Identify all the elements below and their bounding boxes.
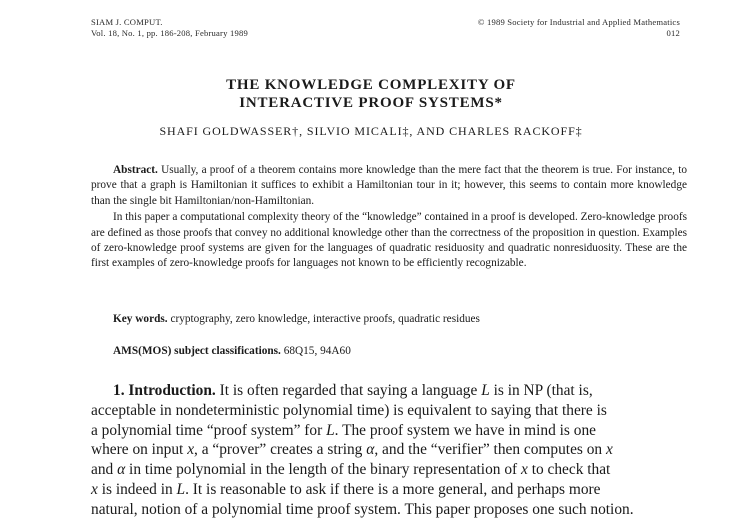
abstract-paragraph-2: In this paper a computational complexity theory of the “knowledge” contained in a proof is developed. Zero-knowledge proofs are defined as those proofs that convey no additional knowledge other than the correctness of the proposition in question. Examples of zero-knowledge proof systems are given for the languages of quadratic residuosity and quadratic nonresiduosity. These are the first examples of zero-knowledge proofs for languages not known to be efficiently recognizable. bbox=[91, 211, 687, 270]
math-var: x bbox=[521, 461, 528, 479]
intro-text: and bbox=[91, 461, 114, 479]
intro-line-1 bbox=[91, 381, 687, 401]
intro-text: is in NP (that is, bbox=[493, 382, 593, 399]
journal-volume: Vol. 18, No. 1, pp. 186-208, February 1989 bbox=[91, 28, 248, 38]
intro-line-2: acceptable in nondeterministic polynomial time) is equivalent to saying that there is bbox=[91, 401, 607, 419]
journal-name: SIAM J. COMPUT. bbox=[91, 17, 163, 27]
intro-text: , a “prover” creates a string bbox=[194, 441, 363, 459]
intro-text: in time polynomial in the length of the binary representation of bbox=[129, 461, 518, 479]
section-heading: 1. Introduction. bbox=[113, 382, 216, 399]
paper-title-line-2: INTERACTIVE PROOF SYSTEMS* bbox=[239, 95, 503, 111]
math-var: L bbox=[481, 382, 490, 399]
ams-classification bbox=[113, 344, 351, 359]
abstract-text-1: Usually, a proof of a theorem contains more knowledge than the mere fact that the theorem is true. For instance, to prove that a graph is Hamiltonian it suffices to exhibit a Hamiltonian tour in it; however, this seems to contain more knowledge than the single bit Hamiltonian/non-Hamiltonian. bbox=[91, 164, 687, 207]
intro-line-5 bbox=[91, 460, 687, 480]
abstract-paragraph-1 bbox=[91, 163, 687, 209]
keywords bbox=[113, 312, 480, 327]
keywords-label: Key words. bbox=[113, 313, 168, 325]
intro-text: , and the “verifier” then computes on bbox=[374, 441, 603, 459]
author-list: SHAFI GOLDWASSER†, SILVIO MICALI‡, AND CHARLES RACKOFF‡ bbox=[159, 124, 583, 138]
abstract bbox=[91, 163, 687, 272]
intro-text: to check that bbox=[531, 461, 611, 479]
copyright-notice: © 1989 Society for Industrial and Applied Mathematics bbox=[477, 17, 680, 27]
intro-line-3 bbox=[91, 421, 687, 441]
article-number: 012 bbox=[666, 28, 680, 38]
intro-line-4 bbox=[91, 440, 687, 460]
intro-text: . It is reasonable to ask if there is a more general, and perhaps more bbox=[185, 480, 601, 498]
introduction-section bbox=[91, 381, 687, 520]
paper-title-line-1: THE KNOWLEDGE COMPLEXITY OF bbox=[226, 77, 516, 93]
intro-text: It is often regarded that saying a language bbox=[219, 382, 478, 399]
ams-label: AMS(MOS) subject classifications. bbox=[113, 345, 281, 357]
keywords-text: cryptography, zero knowledge, interactive proofs, quadratic residues bbox=[170, 313, 480, 325]
intro-line-7: natural, notion of a polynomial time proof system. This paper proposes one such notion. bbox=[91, 500, 634, 518]
math-var: L bbox=[326, 421, 335, 439]
intro-text: where on input bbox=[91, 441, 184, 459]
intro-line-6 bbox=[91, 480, 687, 500]
intro-text: is indeed in bbox=[101, 480, 173, 498]
intro-text: . The proof system we have in mind is one bbox=[334, 421, 596, 439]
math-var: x bbox=[605, 441, 613, 459]
copyright-header bbox=[478, 17, 680, 39]
math-var: x bbox=[187, 441, 195, 459]
intro-text: a polynomial time “proof system” for bbox=[91, 421, 323, 439]
math-var: α bbox=[366, 441, 375, 459]
ams-codes: 68Q15, 94A60 bbox=[283, 345, 351, 357]
math-var: x bbox=[91, 480, 98, 498]
math-var: α bbox=[117, 461, 126, 479]
abstract-label: Abstract. bbox=[113, 164, 158, 176]
math-var: L bbox=[176, 480, 186, 498]
journal-header bbox=[91, 17, 248, 39]
